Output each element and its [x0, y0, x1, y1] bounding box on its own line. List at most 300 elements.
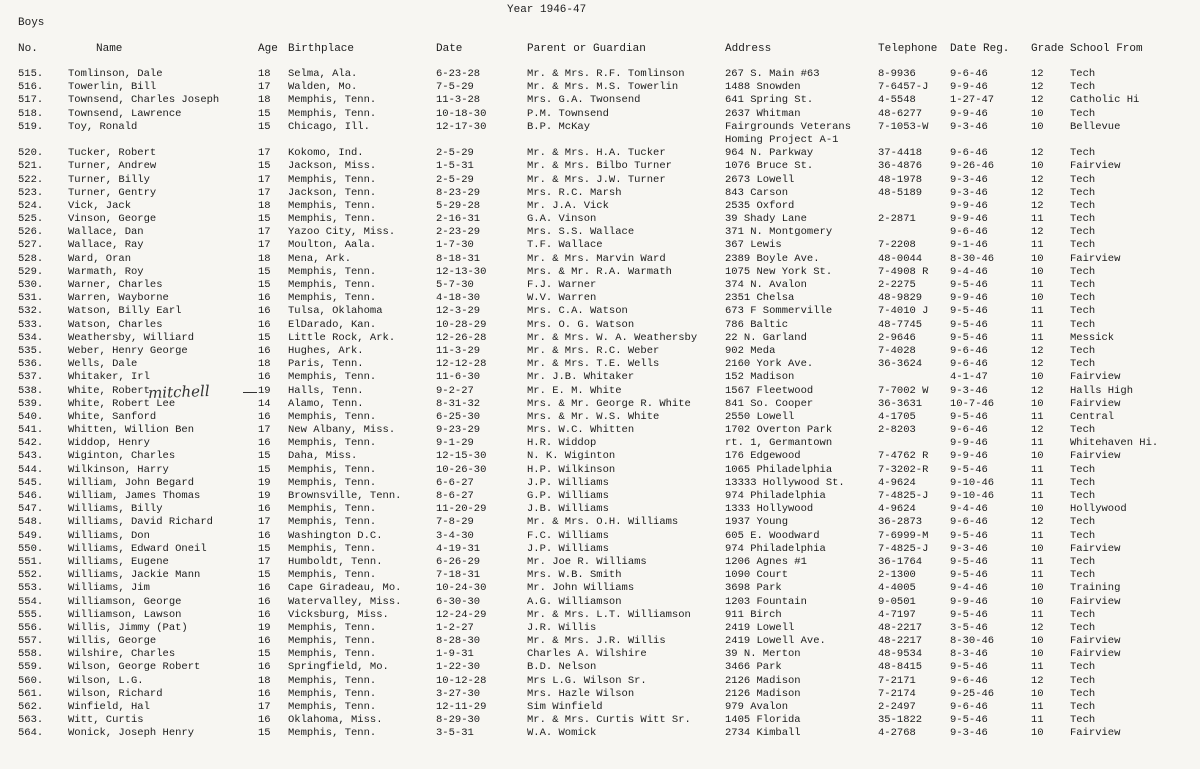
cell-date: 9-2-27 — [436, 384, 474, 397]
cell-grade: 12 — [1031, 384, 1044, 397]
cell-telephone: 4-9624 — [878, 503, 916, 516]
table-row — [0, 516, 1200, 529]
cell-no: 561. — [18, 687, 44, 700]
cell-grade: 11 — [1031, 476, 1044, 489]
cell-grade: 11 — [1031, 213, 1044, 226]
cell-name: Willis, George — [68, 635, 157, 648]
cell-address: 1333 Hollywood — [725, 503, 814, 516]
cell-age: 16 — [258, 595, 271, 608]
cell-telephone: 7-2174 — [878, 687, 916, 700]
table-row — [0, 477, 1200, 490]
cell-name: Whitaker, Irl — [68, 371, 150, 384]
cell-grade: 12 — [1031, 358, 1044, 371]
cell-birthplace: Jackson, Miss. — [288, 160, 377, 173]
table-row — [0, 635, 1200, 648]
cell-address: 902 Meda — [725, 344, 776, 357]
cell-address: 1076 Bruce St. — [725, 160, 814, 173]
table-row — [0, 569, 1200, 582]
cell-date: 1-22-30 — [436, 661, 481, 674]
cell-no: 563. — [18, 714, 44, 727]
cell-date-reg: 9-10-46 — [950, 476, 995, 489]
table-row — [0, 503, 1200, 516]
cell-date-reg: 9-3-46 — [950, 727, 988, 740]
cell-age: 14 — [258, 397, 271, 410]
cell-age: 19 — [258, 476, 271, 489]
cell-no: 525. — [18, 213, 44, 226]
cell-no: 552. — [18, 569, 44, 582]
cell-parent: Mrs. & Mr. W.S. White — [527, 410, 660, 423]
cell-date-reg: 9-5-46 — [950, 279, 988, 291]
cell-age: 17 — [258, 226, 271, 239]
cell-no: 551. — [18, 555, 44, 568]
cell-parent: J.P. Williams — [527, 542, 609, 555]
cell-name: Winfield, Hal — [68, 701, 150, 713]
cell-parent: F.J. Warner — [527, 279, 597, 291]
cell-telephone: 36-2873 — [878, 516, 923, 529]
cell-age: 17 — [258, 186, 271, 199]
cell-name: Williams, Edward Oneil — [68, 542, 207, 555]
cell-birthplace: Jackson, Tenn. — [288, 186, 377, 199]
table-row — [0, 714, 1200, 727]
cell-no: 517. — [18, 94, 44, 107]
cell-address: 176 Edgewood — [725, 450, 801, 463]
cell-address: Homing Project A-1 — [725, 133, 839, 146]
cell-school-from: Tech — [1070, 318, 1096, 331]
cell-address: 374 N. Avalon — [725, 279, 807, 291]
cell-birthplace: Mena, Ark. — [288, 252, 352, 265]
cell-parent: Mr. & Mrs. W. A. Weathersby — [527, 331, 698, 344]
cell-age: 16 — [258, 305, 271, 318]
cell-name: Warren, Wayborne — [68, 292, 169, 305]
cell-school-from: Tech — [1070, 424, 1096, 437]
cell-telephone: 48-1978 — [878, 173, 923, 186]
cell-date: 4-18-30 — [436, 292, 481, 305]
cell-date: 11-3-29 — [436, 344, 481, 357]
table-row — [0, 94, 1200, 107]
cell-date-reg: 9-9-46 — [950, 81, 988, 94]
cell-date-reg: 9-3-46 — [950, 120, 988, 133]
cell-age: 18 — [258, 358, 271, 371]
cell-name: Toy, Ronald — [68, 120, 138, 133]
cell-no: 556. — [18, 621, 44, 634]
cell-telephone: 7-2208 — [878, 239, 916, 252]
cell-no: 529. — [18, 265, 44, 278]
cell-school-from: Tech — [1070, 687, 1096, 700]
cell-age: 15 — [258, 279, 271, 291]
cell-no: 520. — [18, 147, 44, 160]
cell-no: 516. — [18, 81, 44, 94]
cell-grade: 11 — [1031, 714, 1044, 727]
cell-date-reg: 9-3-46 — [950, 384, 988, 397]
cell-telephone: 7-6999-M — [878, 529, 929, 542]
cell-date: 12-15-30 — [436, 450, 487, 463]
document-title: Year 1946-47 — [507, 4, 587, 16]
cell-birthplace: Memphis, Tenn. — [288, 648, 377, 661]
cell-date-reg: 8-30-46 — [950, 635, 995, 648]
cell-grade: 10 — [1031, 503, 1044, 516]
cell-age: 19 — [258, 384, 271, 397]
cell-parent: N. K. Wiginton — [527, 450, 616, 463]
cell-grade: 12 — [1031, 186, 1044, 199]
cell-no: 542. — [18, 437, 44, 450]
cell-address: 1206 Agnes #1 — [725, 555, 807, 568]
cell-grade: 11 — [1031, 529, 1044, 542]
cell-age: 16 — [258, 714, 271, 727]
cell-date: 12-12-28 — [436, 358, 487, 371]
cell-address: 1065 Philadelphia — [725, 463, 833, 476]
cell-name: Wonick, Joseph Henry — [68, 727, 195, 740]
cell-parent: Mr. & Mrs. M.S. Towerlin — [527, 81, 679, 94]
cell-parent: Mr. & Mrs. T.E. Wells — [527, 358, 660, 371]
cell-age: 16 — [258, 292, 271, 305]
cell-grade: 10 — [1031, 582, 1044, 595]
cell-address: 641 Spring St. — [725, 94, 814, 107]
cell-date: 6-30-30 — [436, 595, 481, 608]
cell-age: 15 — [258, 265, 271, 278]
cell-school-from: Tech — [1070, 213, 1096, 226]
cell-age: 15 — [258, 727, 271, 740]
table-row — [0, 81, 1200, 94]
cell-date: 8-31-32 — [436, 397, 481, 410]
cell-no: 555. — [18, 608, 44, 621]
cell-no: 546. — [18, 490, 44, 502]
cell-school-from: Tech — [1070, 292, 1096, 305]
cell-parent: W.A. Womick — [527, 727, 597, 740]
cell-birthplace: New Albany, Miss. — [288, 424, 396, 437]
section-label: Boys — [18, 17, 45, 29]
cell-grade: 11 — [1031, 279, 1044, 291]
cell-school-from: Tech — [1070, 147, 1096, 160]
cell-school-from: Tech — [1070, 516, 1096, 529]
cell-address: 2419 Lowell — [725, 621, 795, 634]
table-row — [0, 147, 1200, 160]
cell-birthplace: Springfield, Mo. — [288, 661, 389, 674]
table-row — [0, 450, 1200, 463]
cell-school-from: Tech — [1070, 186, 1096, 199]
cell-school-from: Tech — [1070, 239, 1096, 252]
cell-name: Wallace, Dan — [68, 226, 144, 239]
cell-age: 17 — [258, 555, 271, 568]
cell-grade: 11 — [1031, 555, 1044, 568]
cell-date: 3-4-30 — [436, 529, 474, 542]
cell-telephone: 48-0044 — [878, 252, 923, 265]
cell-date-reg: 9-5-46 — [950, 463, 988, 476]
cell-no: 521. — [18, 160, 44, 173]
cell-school-from: Tech — [1070, 199, 1096, 212]
cell-no: 548. — [18, 516, 44, 529]
cell-no: 526. — [18, 226, 44, 239]
cell-parent: Mr. John Williams — [527, 582, 635, 595]
cell-grade: 11 — [1031, 318, 1044, 331]
cell-date-reg: 9-5-46 — [950, 529, 988, 542]
cell-school-from: Tech — [1070, 226, 1096, 239]
cell-date: 7-5-29 — [436, 81, 474, 94]
header-address: Address — [725, 43, 772, 55]
cell-name: Watson, Charles — [68, 318, 163, 331]
cell-address: 843 Carson — [725, 186, 789, 199]
cell-telephone: 2-2275 — [878, 279, 916, 291]
cell-name: Warner, Charles — [68, 279, 163, 291]
cell-date-reg: 9-9-46 — [950, 450, 988, 463]
cell-birthplace: Memphis, Tenn. — [288, 476, 377, 489]
cell-no: 534. — [18, 331, 44, 344]
cell-address: 2419 Lowell Ave. — [725, 635, 826, 648]
cell-school-from: Tech — [1070, 608, 1096, 621]
cell-no: 554. — [18, 595, 44, 608]
cell-age: 16 — [258, 687, 271, 700]
cell-age: 17 — [258, 239, 271, 252]
cell-date-reg: 9-5-46 — [950, 661, 988, 674]
cell-date: 6-23-28 — [436, 68, 481, 80]
cell-date-reg: 9-3-46 — [950, 186, 988, 199]
header-school-from: School From — [1070, 43, 1143, 55]
cell-date-reg: 4-1-47 — [950, 371, 988, 384]
cell-parent: Mr. Joe R. Williams — [527, 555, 647, 568]
cell-parent: Mrs. G.A. Twonsend — [527, 94, 641, 107]
table-row — [0, 622, 1200, 635]
cell-age: 18 — [258, 252, 271, 265]
cell-birthplace: Memphis, Tenn. — [288, 516, 377, 529]
cell-name: White, Sanford — [68, 410, 157, 423]
cell-address: 673 F Sommerville — [725, 305, 833, 318]
cell-address: 2550 Lowell — [725, 410, 795, 423]
cell-name: Vinson, George — [68, 213, 157, 226]
cell-parent: Mrs. W.B. Smith — [527, 569, 622, 582]
cell-grade: 10 — [1031, 265, 1044, 278]
cell-grade: 12 — [1031, 94, 1044, 107]
cell-date-reg: 1-27-47 — [950, 94, 995, 107]
cell-address: 2351 Chelsa — [725, 292, 795, 305]
cell-address: 371 N. Montgomery — [725, 226, 833, 239]
cell-date: 5-29-28 — [436, 199, 481, 212]
cell-grade: 11 — [1031, 305, 1044, 318]
cell-school-from: Tech — [1070, 463, 1096, 476]
cell-birthplace: Brownsville, Tenn. — [288, 490, 402, 502]
cell-date: 12-17-30 — [436, 120, 487, 133]
table-row — [0, 358, 1200, 371]
cell-date: 10-18-30 — [436, 107, 487, 120]
cell-address: 2673 Lowell — [725, 173, 795, 186]
cell-parent: A.G. Williamson — [527, 595, 622, 608]
cell-telephone: 48-7745 — [878, 318, 923, 331]
cell-grade: 10 — [1031, 397, 1044, 410]
cell-address: 1405 Florida — [725, 714, 801, 727]
cell-age: 16 — [258, 371, 271, 384]
cell-date-reg: 9-6-46 — [950, 674, 988, 687]
cell-name: Williams, David Richard — [68, 516, 213, 529]
cell-birthplace: Memphis, Tenn. — [288, 410, 377, 423]
cell-parent: G.P. Williams — [527, 490, 609, 502]
cell-date: 7-8-29 — [436, 516, 474, 529]
cell-telephone: 7-6457-J — [878, 81, 929, 94]
cell-age: 17 — [258, 81, 271, 94]
cell-date-reg: 9-4-46 — [950, 265, 988, 278]
cell-date: 9-1-29 — [436, 437, 474, 450]
cell-parent: Mr. J.B. Whitaker — [527, 371, 635, 384]
cell-grade: 10 — [1031, 727, 1044, 740]
cell-no: 564. — [18, 727, 44, 740]
cell-birthplace: Memphis, Tenn. — [288, 199, 377, 212]
cell-school-from: Tech — [1070, 68, 1096, 80]
table-row — [0, 266, 1200, 279]
cell-birthplace: Washington D.C. — [288, 529, 383, 542]
cell-school-from: Central — [1070, 410, 1115, 423]
cell-school-from: Tech — [1070, 305, 1096, 318]
student-table-body — [0, 68, 1200, 741]
cell-parent: P.M. Townsend — [527, 107, 609, 120]
cell-address: 1937 Young — [725, 516, 789, 529]
cell-address: rt. 1, Germantown — [725, 437, 833, 450]
table-row — [0, 464, 1200, 477]
cell-name: Wells, Dale — [68, 358, 138, 371]
cell-parent: Mr. & Mrs. R.F. Tomlinson — [527, 68, 685, 80]
handwritten-annotation: mitchell — [147, 381, 210, 403]
cell-name: Weathersby, Williard — [68, 331, 195, 344]
cell-school-from: Tech — [1070, 81, 1096, 94]
cell-school-from: Training — [1070, 582, 1121, 595]
table-row — [0, 648, 1200, 661]
cell-parent: Mrs. & Mr. George R. White — [527, 397, 691, 410]
cell-parent: Mr. & Mrs. Marvin Ward — [527, 252, 666, 265]
cell-telephone: 48-2217 — [878, 621, 923, 634]
cell-date-reg: 9-4-46 — [950, 503, 988, 516]
cell-parent: J.P. Williams — [527, 476, 609, 489]
cell-telephone: 7-3202-R — [878, 463, 929, 476]
annotation-dash — [243, 392, 257, 393]
cell-no: 547. — [18, 503, 44, 516]
cell-name: Wilkinson, Harry — [68, 463, 169, 476]
cell-name: Turner, Gentry — [68, 186, 157, 199]
cell-birthplace: Hughes, Ark. — [288, 344, 364, 357]
cell-birthplace: ElDarado, Kan. — [288, 318, 377, 331]
cell-birthplace: Memphis, Tenn. — [288, 94, 377, 107]
cell-date: 8-6-27 — [436, 490, 474, 502]
cell-date: 5-7-30 — [436, 279, 474, 291]
cell-grade: 11 — [1031, 490, 1044, 502]
table-row — [0, 345, 1200, 358]
cell-name: Williamson, Lawson — [68, 608, 182, 621]
cell-name: Wilson, George Robert — [68, 661, 201, 674]
cell-name: Towerlin, Bill — [68, 81, 157, 94]
table-row — [0, 688, 1200, 701]
cell-name: Vick, Jack — [68, 199, 132, 212]
cell-school-from: Catholic Hi — [1070, 94, 1140, 107]
cell-date: 10-24-30 — [436, 582, 487, 595]
cell-address: 964 N. Parkway — [725, 147, 814, 160]
cell-age: 15 — [258, 160, 271, 173]
table-row — [0, 200, 1200, 213]
cell-school-from: Tech — [1070, 279, 1096, 291]
cell-telephone: 7-4825-J — [878, 542, 929, 555]
table-row — [0, 239, 1200, 252]
cell-birthplace: Chicago, Ill. — [288, 120, 370, 133]
cell-grade: 12 — [1031, 516, 1044, 529]
cell-school-from: Tech — [1070, 674, 1096, 687]
cell-parent: W.V. Warren — [527, 292, 597, 305]
cell-name: Widdop, Henry — [68, 437, 150, 450]
table-row — [0, 424, 1200, 437]
cell-date-reg: 9-9-46 — [950, 292, 988, 305]
cell-birthplace: Daha, Miss. — [288, 450, 358, 463]
cell-no: 544. — [18, 463, 44, 476]
cell-address: 1203 Fountain — [725, 595, 807, 608]
cell-date: 8-29-30 — [436, 714, 481, 727]
cell-telephone: 36-3624 — [878, 358, 923, 371]
cell-birthplace: Memphis, Tenn. — [288, 371, 377, 384]
cell-birthplace: Memphis, Tenn. — [288, 265, 377, 278]
cell-age: 19 — [258, 490, 271, 502]
cell-date-reg: 9-25-46 — [950, 687, 995, 700]
table-row — [0, 411, 1200, 424]
cell-no: 528. — [18, 252, 44, 265]
cell-parent: H.R. Widdop — [527, 437, 597, 450]
cell-birthplace: Vicksburg, Miss. — [288, 608, 389, 621]
cell-parent: Mrs L.G. Wilson Sr. — [527, 674, 647, 687]
table-row — [0, 279, 1200, 292]
cell-school-from: Fairview — [1070, 542, 1121, 555]
cell-date-reg: 9-5-46 — [950, 410, 988, 423]
cell-age: 17 — [258, 424, 271, 437]
cell-date-reg: 9-5-46 — [950, 608, 988, 621]
cell-parent: Mr. E. M. White — [527, 384, 622, 397]
table-row — [0, 701, 1200, 714]
table-row — [0, 305, 1200, 318]
cell-no: 536. — [18, 358, 44, 371]
cell-date: 12-24-29 — [436, 608, 487, 621]
cell-parent: Mr. & Mrs. H.A. Tucker — [527, 147, 666, 160]
cell-telephone: 2-2871 — [878, 213, 916, 226]
cell-name: Williams, Billy — [68, 503, 163, 516]
cell-date: 1-7-30 — [436, 239, 474, 252]
cell-age: 15 — [258, 120, 271, 133]
cell-telephone: 7-4010 J — [878, 305, 929, 318]
cell-telephone: 4-9624 — [878, 476, 916, 489]
cell-age: 15 — [258, 569, 271, 582]
cell-no: 524. — [18, 199, 44, 212]
cell-age: 18 — [258, 94, 271, 107]
cell-age: 18 — [258, 68, 271, 80]
cell-date: 7-18-31 — [436, 569, 481, 582]
cell-date-reg: 9-4-46 — [950, 582, 988, 595]
cell-date-reg: 9-5-46 — [950, 305, 988, 318]
cell-no: 558. — [18, 648, 44, 661]
cell-grade: 12 — [1031, 199, 1044, 212]
table-row — [0, 174, 1200, 187]
cell-no: 527. — [18, 239, 44, 252]
cell-birthplace: Memphis, Tenn. — [288, 173, 377, 186]
cell-date: 3-5-31 — [436, 727, 474, 740]
cell-school-from: Fairview — [1070, 727, 1121, 740]
header-name: Name — [96, 43, 123, 55]
cell-grade: 12 — [1031, 424, 1044, 437]
cell-school-from: Fairview — [1070, 371, 1121, 384]
cell-age: 18 — [258, 199, 271, 212]
cell-date: 10-12-28 — [436, 674, 487, 687]
cell-age: 16 — [258, 344, 271, 357]
cell-telephone: 4-2768 — [878, 727, 916, 740]
cell-address: 2160 York Ave. — [725, 358, 814, 371]
cell-name: William, John Begard — [68, 476, 195, 489]
cell-no: 559. — [18, 661, 44, 674]
cell-date-reg: 8-30-46 — [950, 252, 995, 265]
cell-no: 535. — [18, 344, 44, 357]
table-row — [0, 530, 1200, 543]
cell-name: Warmath, Roy — [68, 265, 144, 278]
table-row — [0, 319, 1200, 332]
cell-date-reg: 8-3-46 — [950, 648, 988, 661]
cell-date: 10-26-30 — [436, 463, 487, 476]
cell-telephone: 2-1300 — [878, 569, 916, 582]
